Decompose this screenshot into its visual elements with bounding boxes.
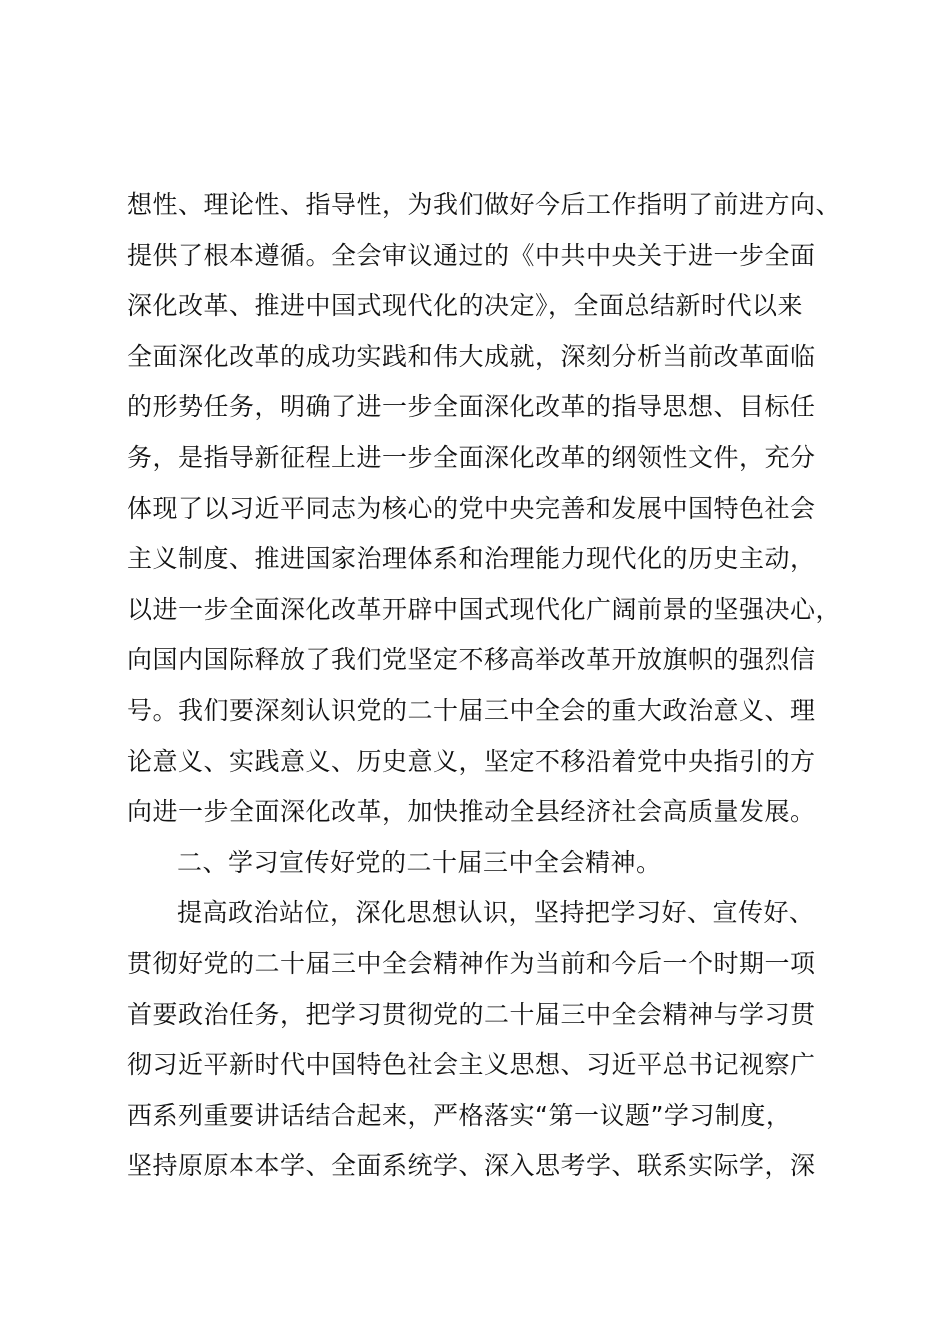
text-line: 论意义、实践意义、历史意义，坚定不移沿着党中央指引的方: [127, 746, 816, 776]
section-heading: 二、学习宣传好党的二十届三中全会精神。: [177, 847, 662, 877]
text-line: 务，是指导新征程上进一步全面深化改革的纲领性文件，充分: [127, 442, 816, 472]
text-line: 提供了根本遵循。全会审议通过的《中共中央关于进一步全面: [127, 240, 816, 270]
paragraph-first-line: 提高政治站位，深化思想认识，坚持把学习好、宣传好、: [177, 898, 815, 928]
text-line: 贯彻好党的二十届三中全会精神作为当前和今后一个时期一项: [127, 948, 816, 978]
text-line: 坚持原原本本学、全面系统学、深入思考学、联系实际学，深: [127, 1151, 816, 1181]
text-line: 号。我们要深刻认识党的二十届三中全会的重大政治意义、理: [127, 695, 816, 725]
text-line: 向进一步全面深化改革，加快推动全县经济社会高质量发展。: [127, 797, 816, 827]
text-line: 向国内国际释放了我们党坚定不移高举改革开放旗帜的强烈信: [127, 645, 816, 675]
text-line: 西系列重要讲话结合起来，严格落实“第一议题”学习制度，: [127, 1100, 792, 1130]
text-line: 主义制度、推进国家治理体系和治理能力现代化的历史主动，: [127, 544, 816, 574]
text-line: 首要政治任务，把学习贯彻党的二十届三中全会精神与学习贯: [127, 999, 816, 1029]
text-line: 的形势任务，明确了进一步全面深化改革的指导思想、目标任: [127, 392, 816, 422]
text-line: 彻习近平新时代中国特色社会主义思想、习近平总书记视察广: [127, 1050, 816, 1080]
text-line: 全面深化改革的成功实践和伟大成就，深刻分析当前改革面临: [127, 341, 816, 371]
text-line: 以进一步全面深化改革开辟中国式现代化广阔前景的坚强决心，: [127, 594, 842, 624]
text-line: 体现了以习近平同志为核心的党中央完善和发展中国特色社会: [127, 493, 816, 523]
body-text: [127, 180, 847, 1192]
text-line: 想性、理论性、指导性，为我们做好今后工作指明了前进方向、: [127, 190, 842, 219]
text-line: 深化改革、推进中国式现代化的决定》，全面总结新时代以来: [127, 291, 804, 321]
